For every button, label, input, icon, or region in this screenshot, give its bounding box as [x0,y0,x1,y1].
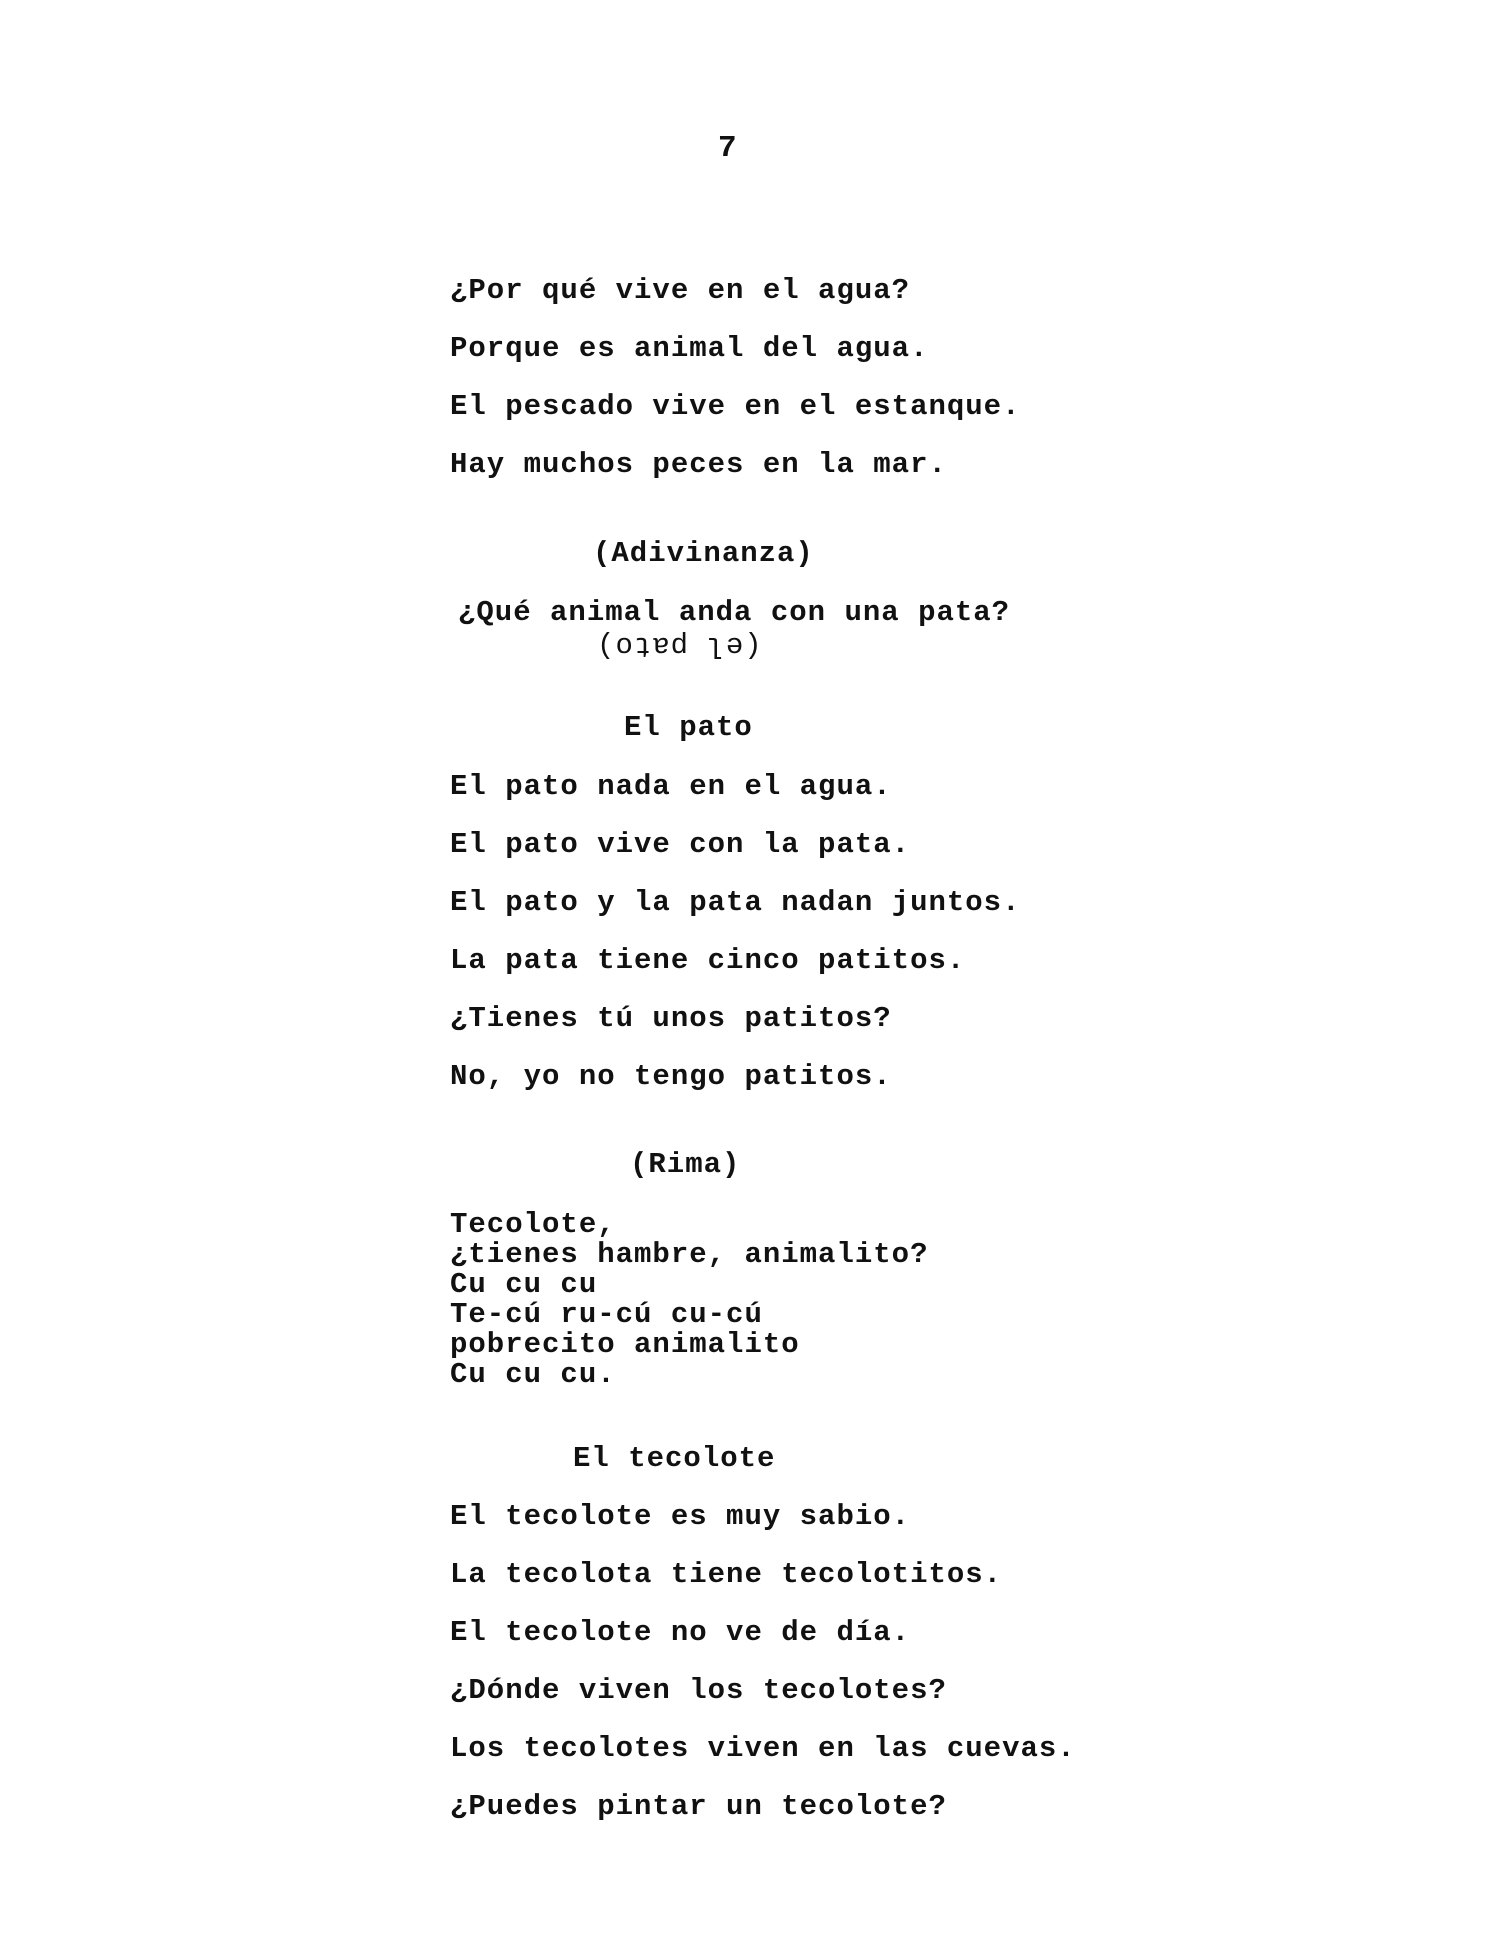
text-line: Porque es animal del agua. [450,332,929,365]
text-line: ¿Dónde viven los tecolotes? [450,1674,947,1707]
text-line: La tecolota tiene tecolotitos. [450,1558,1003,1591]
text-line: El pato nada en el agua. [450,770,892,803]
text-line: El tecolote es muy sabio. [450,1500,911,1533]
rhyme-line: Cu cu cu [450,1268,598,1301]
rhyme-line: Cu cu cu. [450,1358,616,1391]
rhyme-line: pobrecito animalito [450,1328,800,1361]
text-line: El pato vive con la pata. [450,828,911,861]
text-line: ¿Puedes pintar un tecolote? [450,1790,947,1823]
section-heading: El pato [624,711,753,744]
riddle-heading: (Adivinanza) [593,537,814,570]
rhyme-line: ¿tienes hambre, animalito? [450,1238,929,1271]
text-line: El pescado vive en el estanque. [450,390,1021,423]
section-heading: El tecolote [573,1442,776,1475]
text-line: No, yo no tengo patitos. [450,1060,892,1093]
rhyme-heading: (Rima) [630,1148,741,1181]
rhyme-line: Tecolote, [450,1208,616,1241]
rhyme-line: Te-cú ru-cú cu-cú [450,1298,763,1331]
riddle-answer-inverted: (el pato) [596,629,762,662]
text-line: El pato y la pata nadan juntos. [450,886,1021,919]
text-line: La pata tiene cinco patitos. [450,944,966,977]
riddle-question: ¿Qué animal anda con una pata? [458,596,1011,629]
text-line: Los tecolotes viven en las cuevas. [450,1732,1076,1765]
text-line: Hay muchos peces en la mar. [450,448,947,481]
text-line: El tecolote no ve de día. [450,1616,911,1649]
text-line: ¿Por qué vive en el agua? [450,274,911,307]
text-line: ¿Tienes tú unos patitos? [450,1002,892,1035]
page-number: 7 [718,131,738,166]
